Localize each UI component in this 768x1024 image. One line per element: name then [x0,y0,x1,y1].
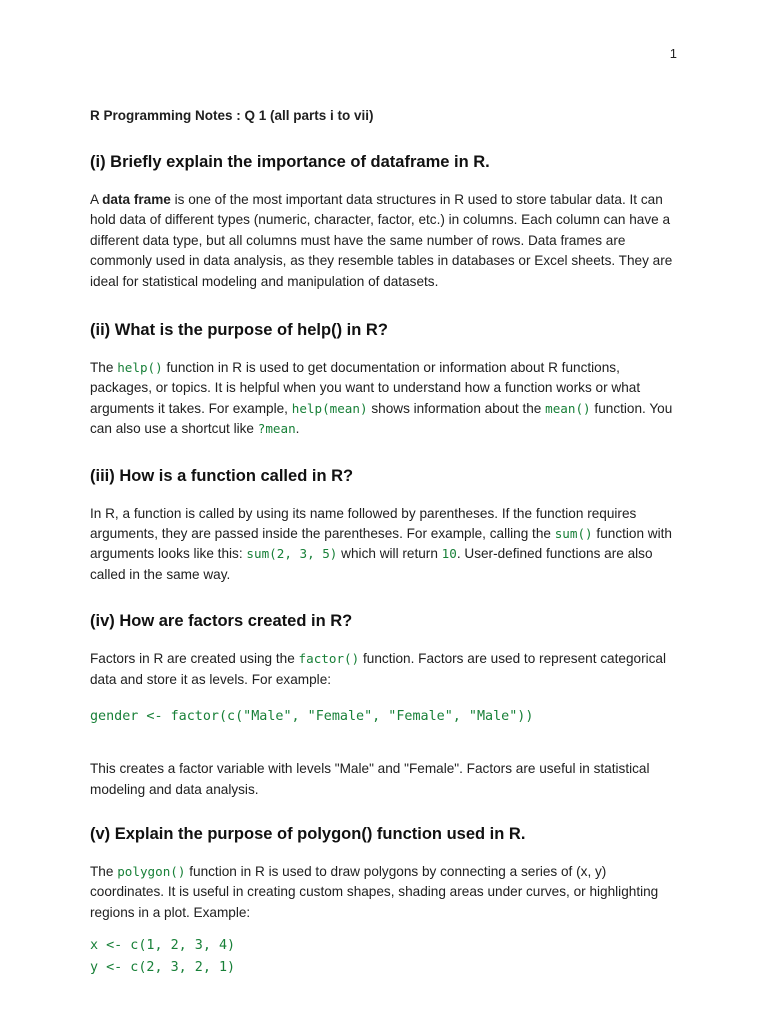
document-body [90,107,680,979]
code-block-factor [90,706,680,728]
text-run: function in R is used to get documentation or information about R functions, packages, or topics. It is helpful when you want to understand how a function works or what arguments it takes. For example, [90,360,641,416]
code-line: y <- c(2, 3, 2, 1) [90,960,236,976]
text-run: In R, a function is called by using its name followed by parentheses. If the function requires arguments, they are passed inside the parentheses. For example, calling the [90,505,637,542]
section-heading-ii: (ii) What is the purpose of help() in R? [90,321,388,340]
code-line: gender <- factor(c("Male", "Female", "Female", "Male")) [90,709,534,725]
section-heading-iii: (iii) How is a function called in R? [90,466,354,485]
section-heading-iv: (iv) How are factors created in R? [90,612,353,631]
text-run: . User-defined functions are also called in the same way. [90,546,653,582]
text-run: function in R is used to draw polygons by connecting a series of (x, y) coordinates. It is useful in creating custom shapes, shading areas under curves, or highlighting regions in a plot. Example: [90,863,659,920]
inline-code: ?mean [257,421,296,437]
section-paragraph-i [90,190,680,292]
text-run: shows information about the [367,400,546,416]
code-block-polygon [90,935,680,979]
inline-code: sum(2, 3, 5) [246,546,338,562]
section-paragraph-v [90,862,680,923]
document-title: R Programming Notes : Q 1 (all parts i to vii) [90,108,374,123]
section-paragraph-ii [90,358,680,440]
text-run: A [90,192,103,207]
text-run: function with arguments looks like this: [90,526,672,562]
inline-code: mean() [545,400,591,416]
inline-code: help(mean) [291,400,368,416]
inline-code: sum() [554,526,593,542]
section-paragraph-iii [90,504,680,586]
text-run: The [90,863,118,879]
bold-term: data frame [102,192,171,207]
section-paragraph-iv [90,649,680,690]
text-run: is one of the most important data structures in R used to store tabular data. It can hold data of different types (numeric, character, factor, etc.) in columns. Each column can have a different data type, but all columns must have the same number of rows. Data frames are commonly used in data analysis, as they resemble tables in databases or Excel sheets. They are ideal for statistical modeling and manipulation of datasets. [90,192,673,289]
text-run: function. You can also use a shortcut like [90,400,673,437]
inline-code: polygon() [117,863,186,879]
page-number: 1 [669,46,677,61]
inline-code: 10 [441,546,457,562]
section-heading-v: (v) Explain the purpose of polygon() function used in R. [90,824,526,843]
text-run: . [295,421,300,437]
code-line: x <- c(1, 2, 3, 4) [90,938,236,954]
text-run: Factors in R are created using the [90,651,299,667]
inline-code: factor() [298,651,360,667]
text-run: The [90,360,118,376]
inline-code: help() [117,360,163,376]
text-run: which will return [337,546,442,562]
text-run: function. Factors are used to represent categorical data and store it as levels. For example: [90,651,666,687]
section-paragraph-iv-followup: This creates a factor variable with levels "Male" and "Female". Factors are useful in statistical modeling and data analysis. [90,761,650,797]
section-heading-i: (i) Briefly explain the importance of dataframe in R. [90,153,490,171]
